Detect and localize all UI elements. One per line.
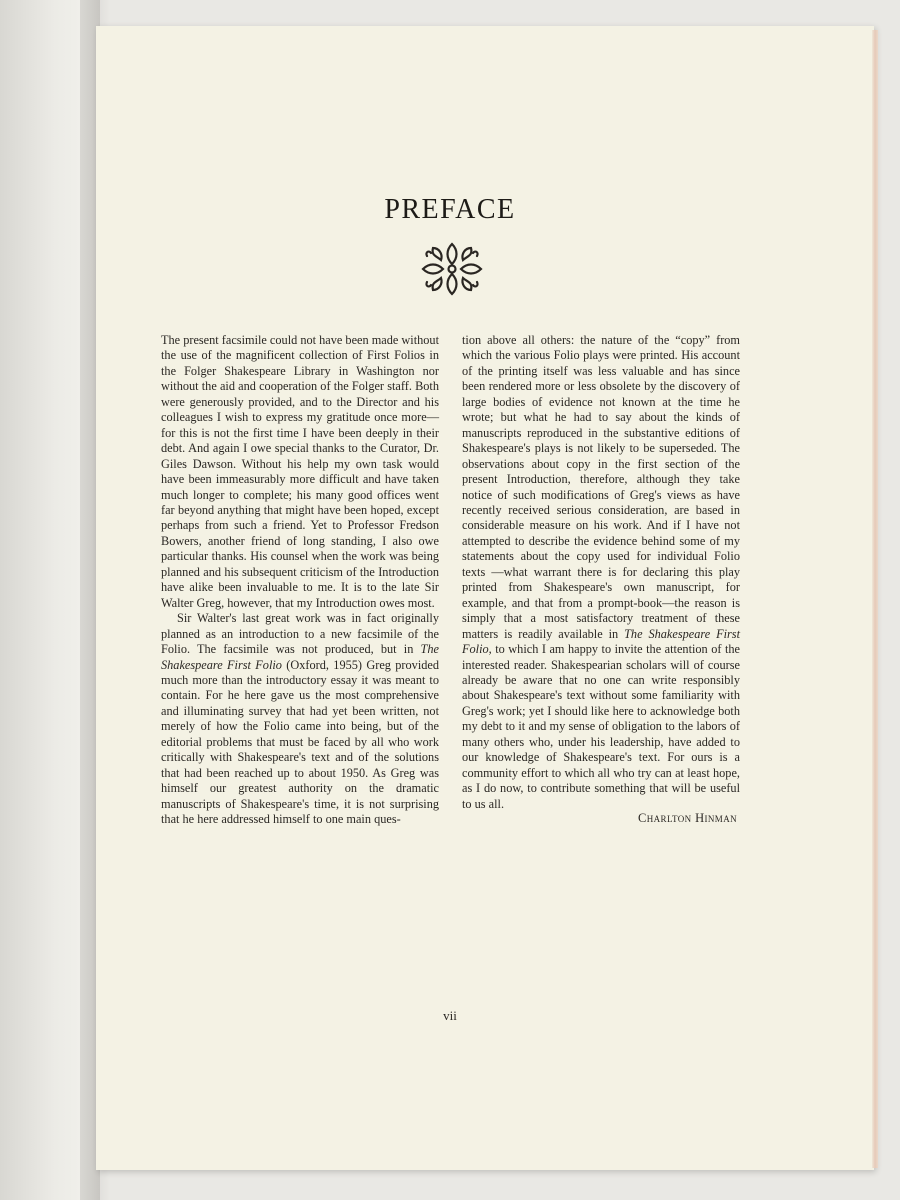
left-text-column <box>161 333 439 828</box>
text-run: tion above all others: the nature of the “copy” from which the various Folio plays were printed. His account of the printing itself was less valuable and has since been rendered more or less obsolete by the discovery of large bodies of evidence not known at the time he wrote; but what he had to say about the kinds of manuscripts reproduced in the substantive editions of Shakespeare's plays is not likely to be superseded. The observations about copy in the first section of the present Introduction, therefore, although they take notice of such modifications of Greg's views as have recently received serious consideration, are based in considerable measure on his work. And if I have not attempted to describe the evidence behind some of my statements about the copy used for individual Folio texts —what warrant there is for declaring this play printed from Shakespeare's own manuscript, for example, and that from a prompt-book—the reason is simply that a most satisfactory treatment of these matters is readily available in <box>462 333 740 641</box>
text-run: (Oxford, 1955) Greg provided much more than the introductory essay it was meant to contain. For he here gave us the most comprehensive and illuminating survey that had yet been written, not merely of how the Folio came into being, but of the editorial problems that must be faced by all who work critically with Shakespeare's text and of the solutions that had been reached up to about 1950. As Greg was himself our greatest authority on the dramatic manuscripts of Shakespeare's time, it is not surprising that he here addressed himself to one main ques- <box>161 657 439 827</box>
book-title: The Shakespeare First Folio <box>161 642 439 672</box>
right-text-column <box>462 333 740 812</box>
paragraph: The present facsimile could not have been made without the use of the magnificent collection of First Folios in the Folger Shakespeare Library in Washington nor without the aid and cooperation of the Folger staff. Both were generously provided, and to the Director and his colleagues I wish to express my gratitude once more—for this is not the first time I have been deeply in their debt. And again I owe special thanks to the Curator, Dr. Giles Dawson. Without his help my own task would have been immeasurably more difficult and have taken much longer to complete; his many good offices went far beyond anything that might have been hoped, except perhaps from such a friend. Yet to Professor Fredson Bowers, another friend of long standing, I also owe particular thanks. His counsel when the work was being planned and his subsequent criticism of the Introduction have alike been invaluable to me. It is to the late Sir Walter Greg, however, that my Introduction owes most. <box>161 333 439 610</box>
paragraph <box>161 611 439 827</box>
book-title: The Shakespeare First Folio, <box>462 626 740 657</box>
text-run: Sir Walter's last great work was in fact originally planned as an introduction to a new facsimile of the Folio. The facsimile was not produced, but in <box>161 611 439 657</box>
author-signature: Charlton Hinman <box>638 811 737 825</box>
page-title: PREFACE <box>384 194 516 225</box>
fleuron-ornament-icon <box>419 240 485 298</box>
paragraph <box>462 333 740 812</box>
page-number: vii <box>443 1008 457 1023</box>
text-run: to which I am happy to invite the attention of the interested reader. Shakespearian scholars will of course already be aware that no one can write responsibly about Shakespeare's text without some familiarity with Greg's work; yet I should like here to acknowledge both my debt to it and my sense of obligation to the labors of many others who, under his leadership, have added to our knowledge of Shakespeare's text. For ours is a community effort to which all who try can at least hope, as I do now, to contribute something that will be useful to us all. <box>462 642 740 811</box>
